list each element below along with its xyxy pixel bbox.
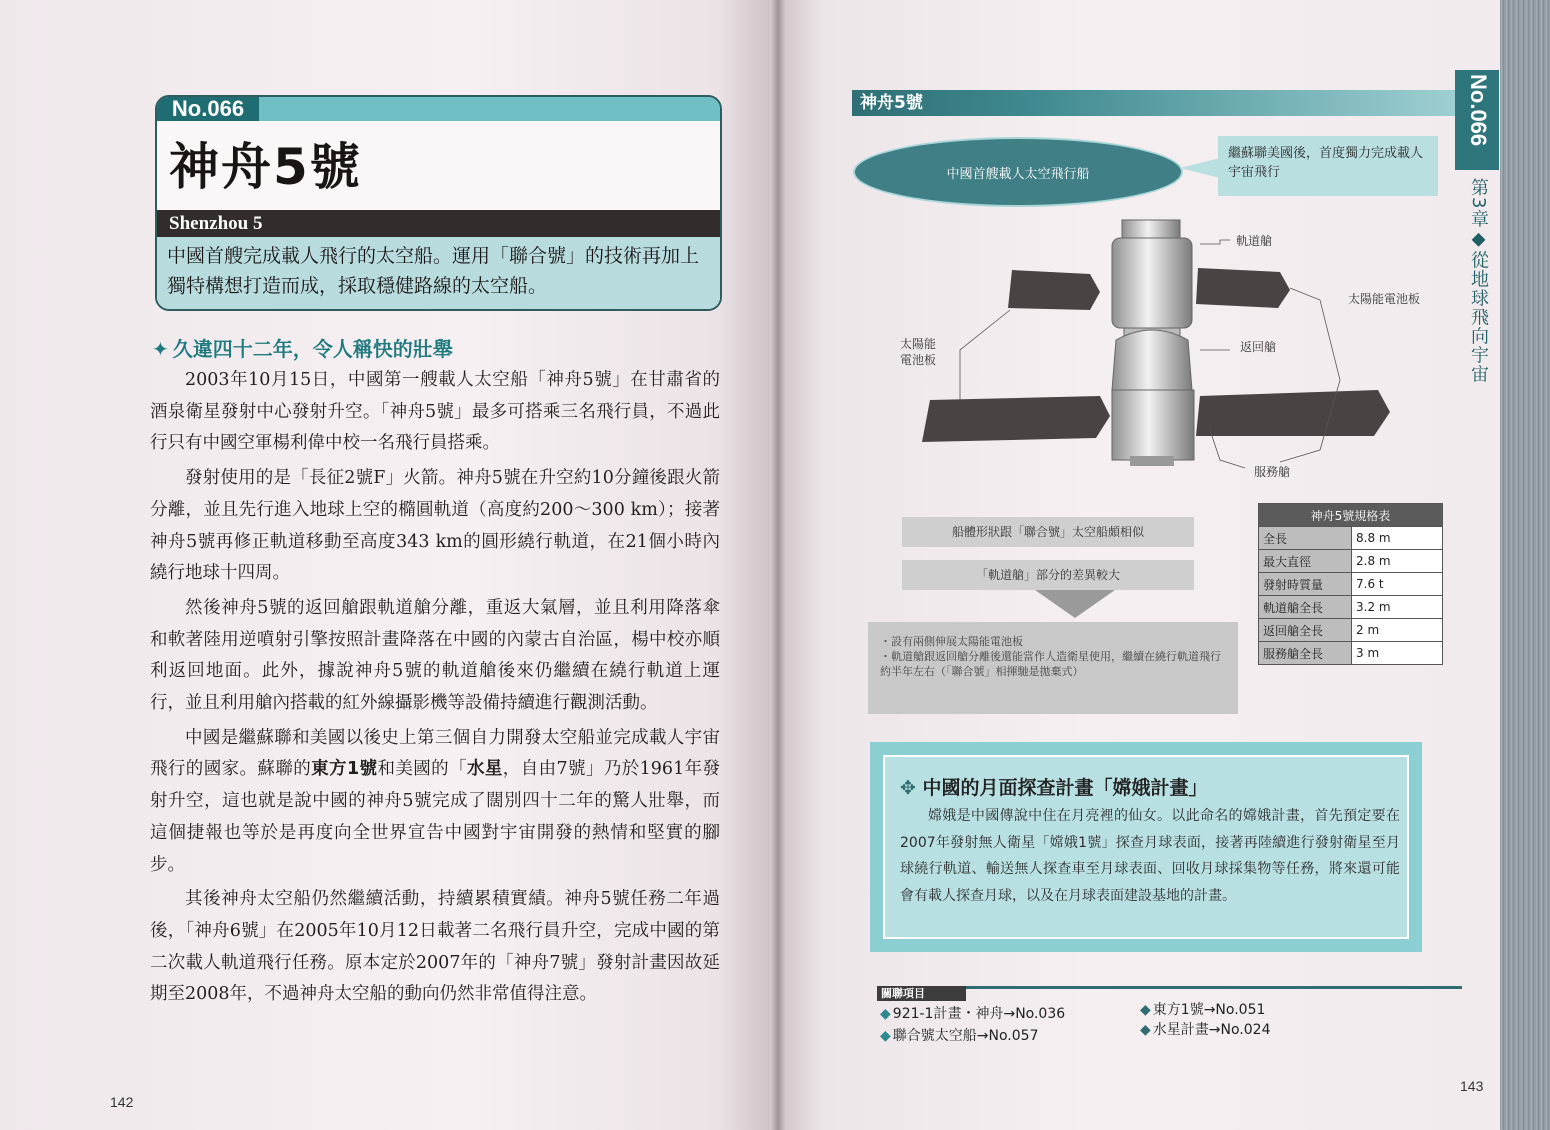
related-link[interactable] — [1140, 1019, 1270, 1039]
down-arrow-icon — [1035, 590, 1115, 618]
label-solar-panel-right: 太陽能電池板 — [1348, 292, 1421, 306]
diamond-icon: ◆ — [880, 1028, 891, 1044]
related-link-text: 水星計畫→No.024 — [1152, 1022, 1271, 1038]
moon-plan-text: 嫦娥是中國傳說中住在月亮裡的仙女。以此命名的嫦娥計畫，首先預定要在2007年發射無人衛星「嫦娥1號」探查月球表面，接著再陸續進行發射衛星至月球繞行軌道、輸送無人探查車至月球表面、回收月球採集物等任務，將來還可能會有載人探查月球，以及在月球表面建設基地的計畫。 — [900, 808, 1400, 904]
bold-term: 東方1號 — [311, 759, 378, 780]
page-title: 神舟5號 — [169, 138, 362, 196]
diamond-icon: ◆ — [1140, 1002, 1151, 1018]
related-link-text: 921-1計畫・神舟→No.036 — [892, 1006, 1066, 1022]
moon-plan-title — [900, 773, 1208, 800]
section-heading-text: 久違四十二年，令人稱快的壯舉 — [172, 337, 453, 361]
bold-term: 水星 — [466, 759, 503, 780]
solar-panel — [1196, 390, 1390, 436]
oval-label — [853, 137, 1183, 207]
table-row — [1259, 573, 1443, 596]
solar-panel — [922, 396, 1110, 442]
english-title: Shenzhou 5 — [157, 210, 720, 237]
spec-key: 全長 — [1259, 527, 1352, 550]
related-link-text: 東方1號→No.051 — [1152, 1002, 1266, 1018]
side-chapter-title: 第3章◆從地球飛向宇宙 — [1468, 178, 1489, 384]
compare-box-1: 船體形狀跟「聯合號」太空船頗相似 — [902, 517, 1194, 547]
chapter-side-tab — [1455, 70, 1499, 1070]
table-row — [1259, 619, 1443, 642]
spec-key: 最大直徑 — [1259, 550, 1352, 573]
spacecraft-illustration — [900, 200, 1460, 490]
moon-plan-title-text: 中國的月面探查計畫「嫦娥計畫」 — [922, 777, 1208, 799]
summary: 中國首艘完成載人飛行的太空船。運用「聯合號」的技術再加上獨特構想打造而成，採取穩健路線的太空船。 — [157, 237, 720, 309]
label-orbital-module: 軌道艙 — [1236, 234, 1273, 248]
related-link-text: 聯合號太空船→No.057 — [892, 1028, 1039, 1044]
paragraph: 發射使用的是「長征2號F」火箭。神舟5號在升空約10分鐘後跟火箭分離，並且先行進入地球上空的橢圓軌道（高度約200～300 km）；接著神舟5號再修正軌道移動至高度343 km的圓形繞行軌道，在21個小時內繞行地球十四周。 — [150, 468, 720, 584]
related-link[interactable] — [1140, 999, 1265, 1019]
page-edges — [1500, 0, 1550, 1130]
spec-table-header: 神舟5號規格表 — [1259, 504, 1443, 527]
related-link[interactable] — [880, 1025, 1038, 1045]
oval-text: 中國首艘載人太空飛行船 — [946, 166, 1090, 182]
note-item: ・軌道艙跟返回艙分離後還能當作人造衛星使用，繼續在繞行軌道飛行約半年左右（「聯合號」相揮馳是拋棄式） — [880, 650, 1221, 678]
page-number-right: 143 — [1460, 1078, 1484, 1094]
paragraph: 其後神舟太空船仍然繼續活動，持續累積實績。神舟5號任務二年過後，「神舟6號」在2005年10月12日載著二名飛行員升空，完成中國的第二次載人軌道飛行任務。原本定於2007年的「神舟7號」發射計畫因故延期至2008年，不過神舟太空船的動向仍然非常值得注意。 — [150, 889, 720, 1005]
paragraph-text: 和美國的「 — [377, 759, 467, 780]
table-row — [1259, 527, 1443, 550]
entry-header — [155, 95, 722, 311]
note-item: ・設有兩側伸展太陽能電池板 — [880, 635, 1023, 648]
side-entry-number — [1455, 70, 1499, 170]
side-entry-number-text: No.066 — [1466, 74, 1491, 147]
diamond-icon: ◆ — [1140, 1022, 1151, 1038]
spec-value: 7.6 t — [1352, 573, 1443, 596]
paragraph: 2003年10月15日，中國第一艘載人太空船「神舟5號」在甘肅省的酒泉衛星發射中心發射升空。「神舟5號」最多可搭乘三名飛行員，不過此行只有中國空軍楊利偉中校一名飛行員搭乘。 — [150, 370, 720, 454]
fleur-icon: ✥ — [900, 777, 923, 799]
label-solar-panel-left: 太陽能 電池板 — [900, 337, 937, 367]
page-number-left: 142 — [110, 1094, 134, 1110]
spec-value: 2 m — [1352, 619, 1443, 642]
table-row — [1259, 642, 1443, 665]
paragraph-text: 中國是繼蘇聯和美國以後史上第三個自力開發太空船並完成載人宇宙飛行的國家。蘇聯的 — [150, 727, 720, 780]
label-return-module: 返回艙 — [1240, 340, 1277, 354]
spec-key: 服務艙全長 — [1259, 642, 1352, 665]
solar-panel — [1008, 270, 1100, 310]
book-gutter — [770, 0, 786, 1130]
compare-box-2: 「軌道艙」部分的差異較大 — [902, 560, 1194, 590]
spec-value: 8.8 m — [1352, 527, 1443, 550]
spec-key: 軌道艙全長 — [1259, 596, 1352, 619]
notes-box — [868, 622, 1238, 714]
table-row — [1259, 550, 1443, 573]
spec-value: 3.2 m — [1352, 596, 1443, 619]
body-text — [150, 365, 720, 1014]
callout-arrow — [1180, 158, 1220, 178]
section-heading — [152, 333, 453, 362]
spec-value: 3 m — [1352, 642, 1443, 665]
spec-key: 發射時質量 — [1259, 573, 1352, 596]
related-tag: 關聯項目 — [877, 986, 966, 1001]
related-link[interactable] — [880, 1003, 1065, 1023]
diagram-title: 神舟5號 — [860, 93, 923, 113]
solar-panel — [1196, 268, 1290, 308]
table-row — [1259, 596, 1443, 619]
diamond-icon: ◆ — [880, 1006, 891, 1022]
header-band — [259, 97, 720, 121]
spec-key: 返回艙全長 — [1259, 619, 1352, 642]
diagram-title-bar — [852, 90, 1462, 116]
paragraph — [150, 723, 720, 882]
callout-box: 繼蘇聯美國後，首度獨力完成載人宇宙飛行 — [1218, 136, 1438, 196]
spec-value: 2.8 m — [1352, 550, 1443, 573]
label-service-module: 服務艙 — [1254, 465, 1291, 479]
paragraph-text: ，自由7號」乃於1961年發射升空，這也就是說中國的神舟5號完成了闊別四十二年的驚人壯舉，而這個捷報也等於是再度向全世界宣告中國對宇宙開發的熱情和堅實的腳步。 — [150, 759, 721, 875]
paragraph: 然後神舟5號的返回艙跟軌道艙分離，重返大氣層，並且利用降落傘和軟著陸用逆噴射引擎按照計畫降落在中國的內蒙古自治區，楊中校亦順利返回地面。此外，據說神舟5號的軌道艙後來仍繼續在繞行軌道上運行，並且利用艙內搭載的紅外線攝影機等設備持續進行觀測活動。 — [150, 597, 720, 714]
spec-table — [1258, 503, 1443, 665]
entry-number: No.066 — [157, 97, 259, 121]
diamond-icon: ✦ — [152, 337, 169, 361]
